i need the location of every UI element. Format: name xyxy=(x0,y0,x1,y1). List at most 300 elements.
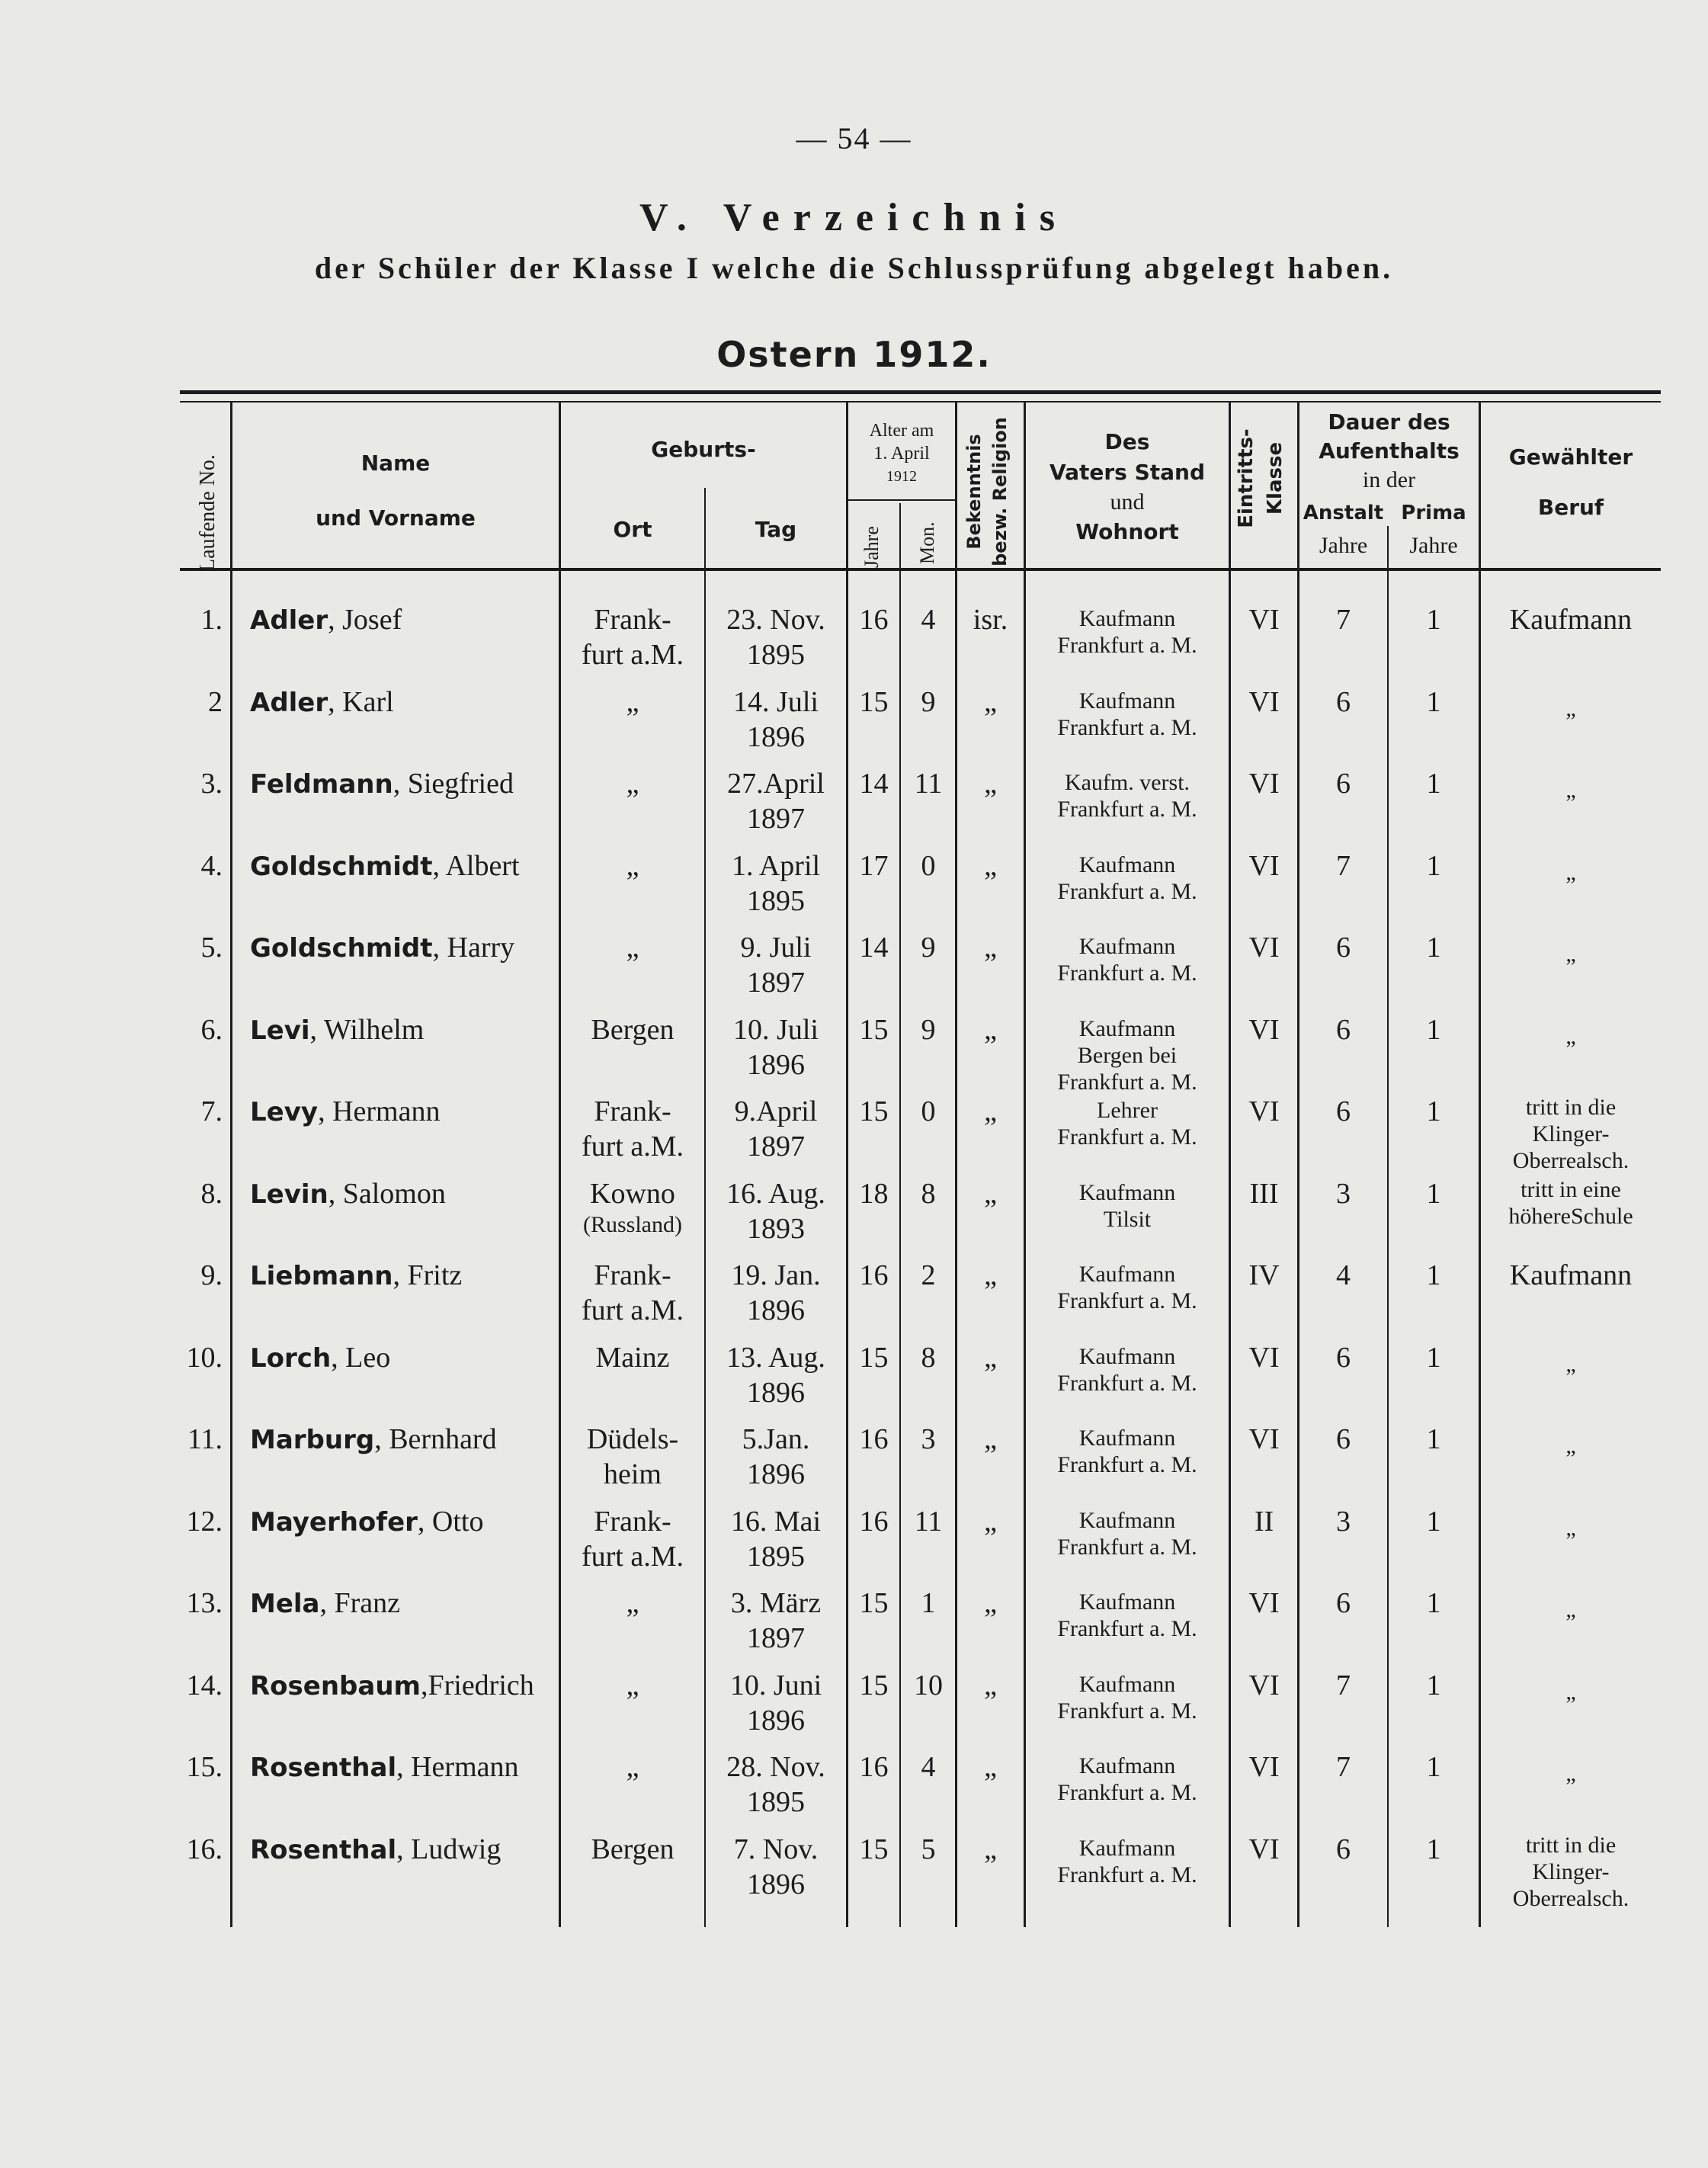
birth-place xyxy=(561,1422,704,1492)
birth-place-line: Frank- xyxy=(594,604,671,636)
age-months: 9 xyxy=(921,932,936,964)
chosen-profession xyxy=(1481,1023,1661,1050)
entry-class: VI xyxy=(1248,1342,1280,1374)
age-months: 1 xyxy=(921,1587,936,1619)
years-anstalt: 4 xyxy=(1336,1259,1351,1291)
years-prima: 1 xyxy=(1426,1587,1441,1619)
student-firstname: Karl xyxy=(342,686,394,718)
profession-line: tritt in die xyxy=(1525,1833,1617,1858)
table-row xyxy=(0,1340,1708,1416)
row-number: 1. xyxy=(200,604,223,636)
birth-date-line: 13. Aug. xyxy=(726,1342,825,1374)
years-anstalt: 3 xyxy=(1336,1178,1351,1210)
header-dauer xyxy=(1299,408,1479,495)
table-row xyxy=(0,602,1708,678)
age-years: 15 xyxy=(859,1095,889,1127)
student-surname: Mayerhofer xyxy=(250,1507,418,1538)
profession-line: Oberrealsch. xyxy=(1512,1148,1629,1173)
header-anstalt-jahre: Jahre xyxy=(1319,533,1368,558)
father-info-line: Frankfurt a. M. xyxy=(1057,1780,1197,1805)
years-anstalt: 6 xyxy=(1336,932,1351,964)
birth-place-line: furt a.M. xyxy=(581,1294,684,1326)
years-prima: 1 xyxy=(1426,768,1441,800)
years-prima: 1 xyxy=(1426,1014,1441,1046)
chosen-profession xyxy=(1481,1094,1661,1174)
birth-date-line: 3. März xyxy=(730,1587,822,1619)
years-prima: 1 xyxy=(1426,1506,1441,1538)
age-years: 16 xyxy=(859,1751,889,1783)
age-years: 15 xyxy=(859,1669,889,1701)
father-info-line: Kaufmann xyxy=(1078,688,1176,714)
religion: „ xyxy=(984,1095,997,1127)
age-years: 15 xyxy=(859,1014,889,1046)
student-name: Goldschmidt, Harry xyxy=(250,932,515,964)
years-prima: 1 xyxy=(1426,1669,1441,1701)
birth-place xyxy=(561,1258,704,1328)
table-row xyxy=(0,930,1708,1006)
birth-date-line: 1897 xyxy=(747,967,805,999)
father-info-line: Kaufmann xyxy=(1078,1426,1176,1451)
years-prima: 1 xyxy=(1426,604,1441,636)
age-years: 15 xyxy=(859,1342,889,1374)
birth-date-line: 5.Jan. xyxy=(742,1423,810,1455)
profession-line: Klinger- xyxy=(1532,1121,1610,1147)
header-tag: Tag xyxy=(755,517,797,542)
years-anstalt: 7 xyxy=(1336,850,1351,882)
father-info-line: Kaufmann xyxy=(1078,1589,1176,1615)
years-anstalt: 6 xyxy=(1336,1587,1351,1619)
years-prima: 1 xyxy=(1426,1833,1441,1865)
birth-date xyxy=(706,766,846,836)
student-surname: Feldmann xyxy=(250,769,393,800)
father-info-line: Frankfurt a. M. xyxy=(1057,1288,1197,1313)
age-months: 8 xyxy=(921,1342,936,1374)
father-info-line: Kaufmann xyxy=(1078,1262,1176,1287)
header-ort: Ort xyxy=(613,517,652,542)
student-name: Rosenthal, Ludwig xyxy=(250,1833,502,1865)
birth-date xyxy=(706,848,846,919)
birth-place-line: furt a.M. xyxy=(581,1541,684,1573)
birth-date-line: 10. Juli xyxy=(733,1014,819,1046)
student-surname: Adler xyxy=(250,605,328,636)
religion: „ xyxy=(984,1833,997,1865)
table-row xyxy=(0,1258,1708,1334)
header-vater-line3: und xyxy=(1110,489,1145,515)
student-firstname: Wilhelm xyxy=(323,1014,425,1046)
age-months: 3 xyxy=(921,1423,936,1455)
table-row xyxy=(0,1668,1708,1744)
birth-date-line: 1897 xyxy=(747,1131,805,1163)
birth-date-line: 10. Juni xyxy=(729,1669,822,1701)
header-beruf-line1: Gewählter xyxy=(1508,444,1633,470)
header-alter-line1: Alter am xyxy=(869,421,934,441)
student-surname: Levy xyxy=(250,1097,319,1127)
father-info-line: Kaufmann xyxy=(1078,1508,1176,1533)
header-vater-line2: Vaters Stand xyxy=(1049,460,1206,485)
religion: „ xyxy=(984,1259,997,1291)
header-dauer-line2: Aufenthalts xyxy=(1319,438,1460,463)
father-info-line: Tilsit xyxy=(1103,1207,1152,1232)
header-vater xyxy=(1026,427,1229,547)
birth-place xyxy=(561,1832,704,1867)
father-info xyxy=(1026,1015,1229,1095)
birth-place-line: „ xyxy=(626,850,639,882)
birth-place xyxy=(561,766,704,801)
father-info-line: Kaufmann xyxy=(1078,1672,1176,1697)
father-info xyxy=(1026,1343,1229,1397)
student-firstname: Ludwig xyxy=(411,1833,502,1865)
profession-line: Klinger- xyxy=(1532,1859,1610,1884)
table-row xyxy=(0,1176,1708,1252)
profession-line: „ xyxy=(1565,1761,1576,1786)
birth-place-line: „ xyxy=(626,932,639,964)
birth-place-line: Düdels- xyxy=(586,1423,679,1455)
age-months: 9 xyxy=(921,686,936,718)
student-surname: Lorch xyxy=(250,1343,332,1374)
header-bekenntnis xyxy=(961,415,1013,568)
student-name: Levi, Wilhelm xyxy=(250,1014,425,1046)
birth-date xyxy=(706,1832,846,1902)
father-info xyxy=(1026,1835,1229,1888)
age-months: 4 xyxy=(921,604,936,636)
student-firstname: Otto xyxy=(431,1506,484,1538)
years-prima: 1 xyxy=(1426,1259,1441,1291)
header-name xyxy=(232,448,559,534)
years-prima: 1 xyxy=(1426,1423,1441,1455)
chosen-profession xyxy=(1481,1432,1661,1459)
header-bottom-rule xyxy=(180,568,1661,571)
birth-place-line: Mainz xyxy=(595,1342,670,1374)
header-jahre: Jahre xyxy=(860,526,883,568)
birth-place xyxy=(561,602,704,672)
profession-line: „ xyxy=(1565,1515,1576,1541)
father-info xyxy=(1026,605,1229,659)
birth-place-line: Frank- xyxy=(594,1259,671,1291)
entry-class: VI xyxy=(1248,1095,1280,1127)
student-surname: Levi xyxy=(250,1015,310,1046)
years-anstalt: 6 xyxy=(1336,1833,1351,1865)
student-name: Marburg, Bernhard xyxy=(250,1423,497,1455)
birth-place-line: Frank- xyxy=(594,1506,671,1538)
years-prima: 1 xyxy=(1426,1751,1441,1783)
father-info-line: Kaufmann xyxy=(1078,934,1176,959)
birth-date-line: 1. April xyxy=(731,850,821,882)
header-alter-line3: 1912 xyxy=(886,468,917,485)
table-row xyxy=(0,1012,1708,1095)
header-vater-line4: Wohnort xyxy=(1075,519,1179,544)
table-top-rule-thick xyxy=(180,390,1661,394)
student-firstname: Salomon xyxy=(342,1178,446,1210)
age-months: 9 xyxy=(921,1014,936,1046)
birth-date-line: 1895 xyxy=(747,885,805,917)
student-surname: Liebmann xyxy=(250,1261,393,1291)
father-info-line: Frankfurt a. M. xyxy=(1057,1862,1197,1887)
entry-class: VI xyxy=(1248,686,1280,718)
father-info-line: Frankfurt a. M. xyxy=(1057,1535,1197,1560)
row-number: 9. xyxy=(200,1259,223,1291)
birth-place-line: (Russland) xyxy=(583,1212,682,1237)
birth-date-line: 9. Juli xyxy=(740,932,812,964)
student-name: Lorch, Leo xyxy=(250,1342,391,1374)
father-info-line: Bergen bei xyxy=(1077,1043,1178,1068)
header-name-line1: Name xyxy=(361,451,431,476)
student-name: Levin, Salomon xyxy=(250,1178,446,1210)
birth-date xyxy=(706,1749,846,1820)
profession-line: „ xyxy=(1565,1433,1576,1458)
header-alter-line2: 1. April xyxy=(873,444,930,463)
father-info-line: Kaufmann xyxy=(1078,1344,1176,1369)
years-prima: 1 xyxy=(1426,1342,1441,1374)
chosen-profession xyxy=(1481,777,1661,803)
birth-place-line: heim xyxy=(604,1458,662,1490)
religion: „ xyxy=(984,768,997,800)
years-anstalt: 6 xyxy=(1336,1095,1351,1127)
father-info-line: Frankfurt a. M. xyxy=(1057,1698,1197,1724)
birth-place xyxy=(561,1340,704,1375)
row-number: 14. xyxy=(186,1669,223,1701)
student-firstname: Leo xyxy=(345,1342,391,1374)
table-row xyxy=(0,1094,1708,1173)
student-surname: Goldschmidt xyxy=(250,933,433,964)
birth-date xyxy=(706,1176,846,1246)
header-dauer-line3: in der xyxy=(1362,467,1416,492)
age-months: 8 xyxy=(921,1178,936,1210)
years-prima: 1 xyxy=(1426,1178,1441,1210)
birth-date-line: 1895 xyxy=(747,1541,805,1573)
birth-place xyxy=(561,1012,704,1047)
years-anstalt: 6 xyxy=(1336,1014,1351,1046)
student-firstname: Bernhard xyxy=(389,1423,497,1455)
birth-date xyxy=(706,1094,846,1164)
student-surname: Rosenbaum xyxy=(250,1671,421,1701)
birth-date-line: 14. Juli xyxy=(733,686,819,718)
entry-class: VI xyxy=(1248,1669,1280,1701)
birth-date-line: 23. Nov. xyxy=(726,604,825,636)
age-years: 17 xyxy=(859,850,889,882)
header-prima: Prima xyxy=(1401,502,1466,524)
entry-class: VI xyxy=(1248,768,1280,800)
row-number: 2 xyxy=(208,686,223,718)
student-name: Goldschmidt, Albert xyxy=(250,850,520,882)
birth-date xyxy=(706,1012,846,1082)
religion: „ xyxy=(984,1342,997,1374)
page-subtitle: der Schüler der Klasse I welche die Schlussprüfung abgelegt haben. xyxy=(314,251,1394,285)
profession-line: „ xyxy=(1565,941,1576,967)
birth-date xyxy=(706,930,846,1000)
religion: „ xyxy=(984,1587,997,1619)
birth-date-line: 1896 xyxy=(747,1458,805,1490)
birth-place-line: furt a.M. xyxy=(581,639,684,671)
years-anstalt: 6 xyxy=(1336,686,1351,718)
row-number: 12. xyxy=(186,1506,223,1538)
profession-line: Kaufmann xyxy=(1509,1259,1633,1291)
birth-place-line: furt a.M. xyxy=(581,1131,684,1163)
birth-place xyxy=(561,685,704,720)
entry-class: VI xyxy=(1248,1014,1280,1046)
years-prima: 1 xyxy=(1426,932,1441,964)
religion: „ xyxy=(984,1014,997,1046)
student-firstname: Albert xyxy=(445,850,520,882)
entry-class: II xyxy=(1254,1506,1274,1538)
years-anstalt: 6 xyxy=(1336,1342,1351,1374)
father-info-line: Kaufmann xyxy=(1078,606,1176,631)
table-top-rule-thin xyxy=(180,401,1661,402)
father-info-line: Kaufmann xyxy=(1078,1836,1176,1861)
father-info-line: Frankfurt a. M. xyxy=(1057,1616,1197,1641)
birth-date-line: 1893 xyxy=(747,1213,805,1245)
row-number: 10. xyxy=(186,1342,223,1374)
header-dauer-line1: Dauer des xyxy=(1328,409,1450,435)
father-info-line: Lehrer xyxy=(1097,1098,1158,1123)
father-info-line: Kaufmann xyxy=(1078,852,1176,877)
student-surname: Marburg xyxy=(250,1425,375,1455)
years-prima: 1 xyxy=(1426,850,1441,882)
table-row xyxy=(0,1422,1708,1498)
header-eintritts-line2: Klasse xyxy=(1264,441,1287,515)
student-surname: Adler xyxy=(250,688,328,718)
profession-line: „ xyxy=(1565,1352,1576,1377)
table-row xyxy=(0,766,1708,842)
row-number: 4. xyxy=(200,850,223,882)
years-anstalt: 7 xyxy=(1336,604,1351,636)
profession-line: „ xyxy=(1565,860,1576,885)
table-row xyxy=(0,1586,1708,1662)
birth-date xyxy=(706,685,846,755)
age-years: 16 xyxy=(859,604,889,636)
entry-class: VI xyxy=(1248,850,1280,882)
header-mon: Mon. xyxy=(916,521,938,564)
term-heading: Ostern 1912. xyxy=(716,334,992,375)
birth-place-line: „ xyxy=(626,1587,639,1619)
chosen-profession xyxy=(1481,1351,1661,1377)
student-name: Levy, Hermann xyxy=(250,1095,441,1127)
alter-sub-rule xyxy=(846,499,955,501)
age-years: 18 xyxy=(859,1178,889,1210)
birth-date-line: 16. Mai xyxy=(730,1506,822,1538)
age-months: 2 xyxy=(921,1259,936,1291)
years-anstalt: 3 xyxy=(1336,1506,1351,1538)
father-info xyxy=(1026,1425,1229,1478)
birth-place xyxy=(561,1586,704,1621)
profession-line: Oberrealsch. xyxy=(1512,1886,1629,1911)
birth-place xyxy=(561,1504,704,1574)
header-vater-line1: Des xyxy=(1104,429,1150,454)
chosen-profession xyxy=(1481,1832,1661,1912)
birth-place-line: „ xyxy=(626,1669,639,1701)
chosen-profession xyxy=(1481,602,1661,637)
age-months: 5 xyxy=(921,1833,936,1865)
header-beruf-line2: Beruf xyxy=(1537,495,1604,520)
years-prima: 1 xyxy=(1426,1095,1441,1127)
student-surname: Goldschmidt xyxy=(250,851,433,882)
age-months: 0 xyxy=(921,1095,936,1127)
birth-date xyxy=(706,1340,846,1410)
father-info-line: Frankfurt a. M. xyxy=(1057,1124,1197,1150)
row-number: 15. xyxy=(186,1751,223,1783)
father-info xyxy=(1026,1097,1229,1150)
header-geburts: Geburts- xyxy=(651,437,756,462)
age-months: 11 xyxy=(914,1506,943,1538)
chosen-profession xyxy=(1481,1176,1661,1230)
chosen-profession xyxy=(1481,1760,1661,1787)
student-firstname: Harry xyxy=(447,932,515,964)
father-info xyxy=(1026,1671,1229,1724)
father-info xyxy=(1026,933,1229,986)
religion: „ xyxy=(984,1669,997,1701)
header-beruf xyxy=(1481,442,1661,523)
birth-date-line: 1897 xyxy=(747,803,805,835)
student-name: Adler, Josef xyxy=(250,604,402,636)
age-years: 16 xyxy=(859,1423,889,1455)
row-number: 7. xyxy=(200,1095,223,1127)
birth-place-line: „ xyxy=(626,768,639,800)
student-name: Mayerhofer, Otto xyxy=(250,1506,484,1538)
entry-class: III xyxy=(1249,1178,1279,1210)
father-info xyxy=(1026,1261,1229,1314)
page-title: V. Verzeichnis xyxy=(639,196,1069,239)
father-info-line: Frankfurt a. M. xyxy=(1057,1070,1197,1095)
profession-line: „ xyxy=(1565,1679,1576,1705)
header-eintritts-line1: Eintritts- xyxy=(1235,428,1258,528)
age-months: 10 xyxy=(914,1669,943,1701)
student-firstname: Franz xyxy=(334,1587,401,1619)
father-info-line: Frankfurt a. M. xyxy=(1057,879,1197,904)
student-name: Mela, Franz xyxy=(250,1587,401,1619)
student-name: Rosenthal, Hermann xyxy=(250,1751,519,1783)
father-info xyxy=(1026,1507,1229,1560)
birth-date-line: 1896 xyxy=(747,1868,805,1900)
father-info-line: Kaufmann xyxy=(1078,1016,1176,1041)
age-years: 16 xyxy=(859,1259,889,1291)
religion: „ xyxy=(984,850,997,882)
table-row xyxy=(0,1749,1708,1826)
birth-place xyxy=(561,930,704,965)
birth-date-line: 1896 xyxy=(747,1705,805,1737)
years-prima: 1 xyxy=(1426,686,1441,718)
chosen-profession xyxy=(1481,1515,1661,1541)
student-firstname: Friedrich xyxy=(428,1669,534,1701)
birth-place-line: „ xyxy=(626,686,639,718)
student-firstname: Hermann xyxy=(332,1095,441,1127)
header-bekenntnis-line1: Bekenntnis xyxy=(963,434,985,550)
birth-date xyxy=(706,1258,846,1328)
age-years: 15 xyxy=(859,1587,889,1619)
header-alter xyxy=(848,419,955,488)
birth-place-line: Bergen xyxy=(591,1014,675,1046)
birth-place xyxy=(561,1094,704,1164)
student-name: Feldmann, Siegfried xyxy=(250,768,514,800)
religion: „ xyxy=(984,1751,997,1783)
age-years: 14 xyxy=(859,768,889,800)
father-info-line: Frankfurt a. M. xyxy=(1057,1371,1197,1396)
birth-date xyxy=(706,1668,846,1738)
row-number: 13. xyxy=(186,1587,223,1619)
years-anstalt: 7 xyxy=(1336,1669,1351,1701)
religion: „ xyxy=(984,932,997,964)
row-number: 11. xyxy=(187,1423,223,1455)
entry-class: VI xyxy=(1248,932,1280,964)
birth-place-line: Kowno xyxy=(590,1178,675,1210)
student-firstname: Fritz xyxy=(407,1259,463,1291)
chosen-profession xyxy=(1481,859,1661,886)
father-info-line: Frankfurt a. M. xyxy=(1057,1452,1197,1477)
entry-class: IV xyxy=(1248,1259,1280,1291)
age-years: 15 xyxy=(859,686,889,718)
birth-place xyxy=(561,1176,704,1238)
father-info-line: Frankfurt a. M. xyxy=(1057,797,1197,822)
header-prima-jahre: Jahre xyxy=(1409,533,1458,558)
birth-date xyxy=(706,1586,846,1656)
